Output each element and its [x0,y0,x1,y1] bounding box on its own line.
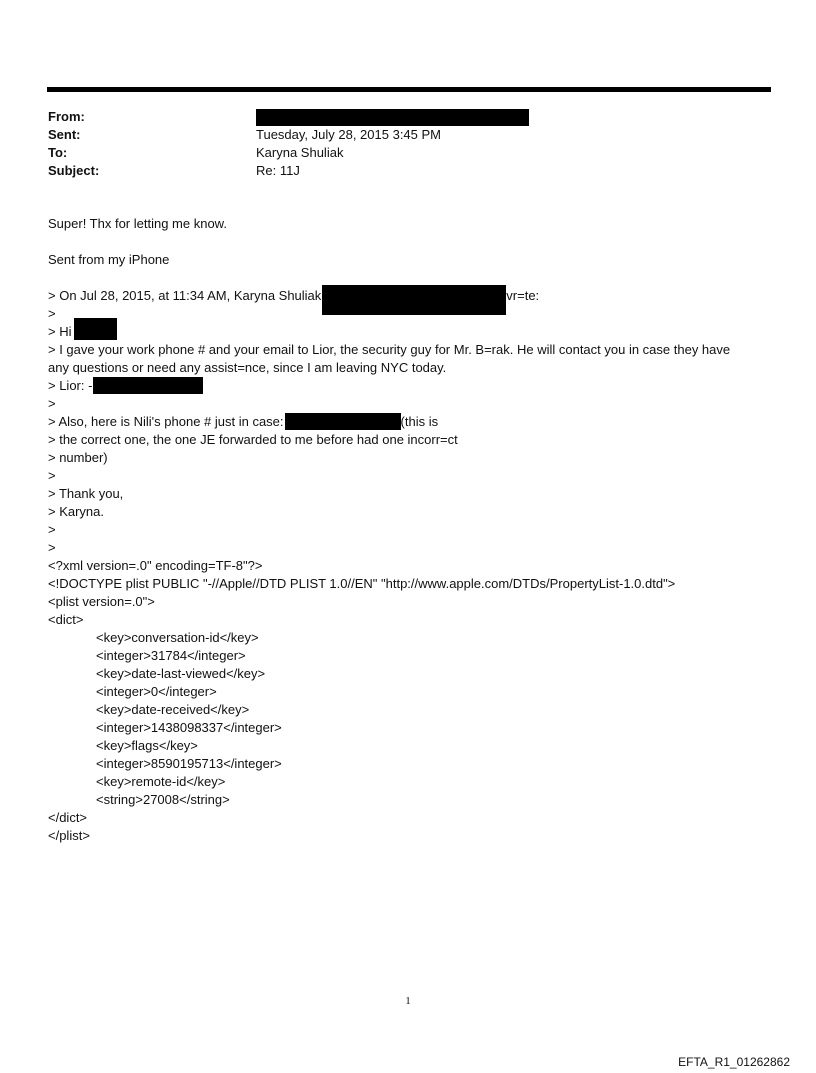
sent-value: Tuesday, July 28, 2015 3:45 PM [256,127,441,142]
plist-line: <plist version=.0"> [48,594,155,609]
plist-entry: <integer>0</integer> [96,684,217,699]
plist-line: </dict> [48,810,88,825]
quote-intro-line [48,287,768,305]
quote-line: > number) [48,450,108,465]
redaction-box [285,413,401,430]
quote-lior-line [48,377,768,395]
redaction-box [256,109,529,126]
quote-line: > [48,306,56,321]
from-value [256,108,529,126]
plist-entry: <string>27008</string> [96,792,230,807]
plist-entry: <key>remote-id</key> [96,774,226,789]
quote-line: > I gave your work phone # and your email to Lior, the security guy for Mr. B=rak. He will contact you in case they have [48,342,731,357]
plist-entry: <key>date-last-viewed</key> [96,666,266,681]
sent-row [48,126,768,144]
quote-nili-line [48,413,768,431]
page-number: 1 [405,995,411,1007]
plist-line: </plist> [48,828,90,843]
quote-line: > [48,540,56,555]
sent-label: Sent: [48,127,81,142]
plist-entry: <key>date-received</key> [96,702,250,717]
quote-line: > Thank you, [48,486,124,501]
quote-line: > the correct one, the one JE forwarded to me before had one incorr=ct [48,432,458,447]
plist-entry: <integer>31784</integer> [96,648,246,663]
from-label: From: [48,109,85,124]
quote-hi-line [48,323,768,341]
plist-line: <dict> [48,612,84,627]
quote-nili-text: > Also, here is Nili's phone # just in case: [48,414,284,429]
quote-line: > Karyna. [48,504,105,519]
redaction-box [322,285,506,315]
signature-line: Sent from my iPhone [48,252,170,267]
quote-line: > [48,522,56,537]
quote-intro-tail: vr=te: [506,288,540,303]
quote-line: > [48,396,56,411]
quote-hi-text: > Hi [48,324,72,339]
quote-intro-text: > On Jul 28, 2015, at 11:34 AM, Karyna Shuliak [48,288,322,303]
plist-entry: <integer>8590195713</integer> [96,756,282,771]
redaction-box [93,377,203,394]
subject-value: Re: 11J [256,163,300,178]
from-row [48,108,768,126]
reply-line: Super! Thx for letting me know. [48,216,227,231]
plist-line: <?xml version=.0" encoding=TF-8"?> [48,558,263,573]
plist-entry: <key>conversation-id</key> [96,630,259,645]
email-header [48,108,768,180]
quote-lior-text: > Lior: - [48,378,93,393]
to-row [48,144,768,162]
redaction-box [74,318,117,340]
spacer [48,233,768,251]
email-body [48,215,768,845]
to-value: Karyna Shuliak [256,145,344,160]
plist-line: <!DOCTYPE plist PUBLIC "-//Apple//DTD PLIST 1.0//EN" "http://www.apple.com/DTDs/PropertyList-1.0.dtd"> [48,576,676,591]
subject-row [48,162,768,180]
quote-line: > [48,468,56,483]
header-rule [47,87,771,92]
plist-entry: <integer>1438098337</integer> [96,720,282,735]
plist-entry: <key>flags</key> [96,738,198,753]
bates-number: EFTA_R1_01262862 [678,1055,790,1069]
to-label: To: [48,145,68,160]
subject-label: Subject: [48,163,100,178]
quote-line: any questions or need any assist=nce, since I am leaving NYC today. [48,360,447,375]
quote-nili-tail: (this is [400,414,439,429]
